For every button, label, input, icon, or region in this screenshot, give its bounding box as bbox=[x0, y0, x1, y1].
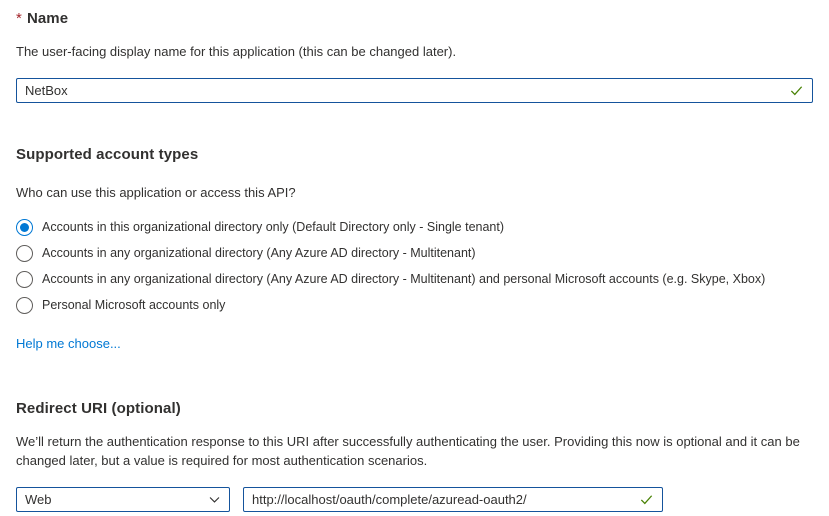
name-input[interactable] bbox=[16, 78, 813, 103]
platform-select[interactable] bbox=[16, 487, 230, 512]
redirect-uri-title: Redirect URI (optional) bbox=[16, 400, 181, 417]
chevron-down-icon bbox=[208, 493, 221, 506]
radio-option-label: Personal Microsoft accounts only bbox=[42, 298, 226, 312]
radio-button-icon[interactable] bbox=[16, 271, 33, 288]
name-label: Name bbox=[26, 10, 69, 27]
radio-option-multitenant[interactable] bbox=[16, 240, 813, 266]
redirect-uri-description: We’ll return the authentication response to this URI after successfully authenticating the user. Providing this now is optional and it can be changed later, but a value is required for most authentication scenarios. bbox=[16, 434, 800, 468]
radio-option-multitenant-personal[interactable] bbox=[16, 266, 813, 292]
checkmark-icon bbox=[789, 83, 804, 98]
account-types-radio-group bbox=[16, 214, 813, 318]
account-types-question: Who can use this application or access this API? bbox=[16, 185, 296, 200]
radio-button-icon[interactable] bbox=[16, 219, 33, 236]
name-input-value: NetBox bbox=[25, 83, 68, 98]
help-me-choose-link[interactable]: Help me choose... bbox=[16, 336, 121, 351]
redirect-uri-input[interactable] bbox=[243, 487, 663, 512]
platform-select-value: Web bbox=[25, 492, 52, 507]
redirect-uri-row bbox=[16, 487, 813, 512]
radio-button-icon[interactable] bbox=[16, 297, 33, 314]
radio-option-single-tenant[interactable] bbox=[16, 214, 813, 240]
required-marker: * bbox=[16, 10, 22, 27]
redirect-uri-value: http://localhost/oauth/complete/azuread-oauth2/ bbox=[252, 492, 527, 507]
radio-button-icon[interactable] bbox=[16, 245, 33, 262]
account-types-title: Supported account types bbox=[16, 146, 199, 163]
name-description: The user-facing display name for this application (this can be changed later). bbox=[16, 44, 457, 59]
radio-option-label: Accounts in any organizational directory (Any Azure AD directory - Multitenant) and personal Microsoft accounts (e.g. Skype, Xbox) bbox=[42, 272, 766, 286]
name-section-title bbox=[16, 10, 813, 27]
checkmark-icon bbox=[639, 492, 654, 507]
radio-option-label: Accounts in this organizational directory only (Default Directory only - Single tenant) bbox=[42, 220, 505, 234]
radio-option-personal-only[interactable] bbox=[16, 292, 813, 318]
radio-option-label: Accounts in any organizational directory (Any Azure AD directory - Multitenant) bbox=[42, 246, 476, 260]
